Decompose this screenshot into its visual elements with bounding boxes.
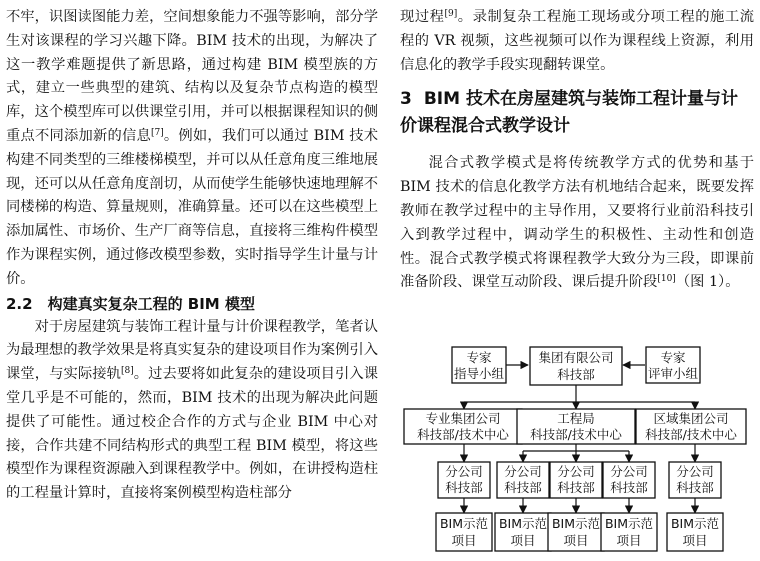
svg-text:科技部: 科技部 [504,480,542,495]
citation-8: [8] [120,366,134,377]
branch-box-4 [603,462,655,498]
branch-box-5 [669,462,721,498]
section-2-2-title: 2.2 构建真实复杂工程的 BIM 模型 [6,294,255,313]
svg-text:项目: 项目 [563,533,589,548]
demo-project-box-1 [436,513,492,551]
citation-10: [10] [657,274,676,285]
engineering-bureau-box [517,409,635,444]
svg-text:BIM示范: BIM示范 [498,516,548,531]
professional-group-box [404,409,522,444]
left-column [6,6,378,506]
right-paragraph-2: 混合式教学模式是将传统教学方式的优势和基于 BIM 技术的信息化教学方法有机地结合起来，既要发挥教师在教学过程中的主导作用，又要将行业前沿科技引入到教学过程中，调动学生的积极性、主动性和创造性。混合式教学模式将课程教学大致分为三段，即课前准备阶段、课堂互动阶段、课后提升阶段[10]（图 1）。 [400,155,754,291]
demo-project-box-5 [667,513,723,551]
org-diagram [400,345,750,557]
svg-text:科技部: 科技部 [676,480,714,495]
svg-text:科技部: 科技部 [557,480,595,495]
svg-text:分公司: 分公司 [445,464,483,479]
branch-box-3 [550,462,602,498]
svg-text:项目: 项目 [682,533,708,548]
section-3-title: 3 BIM 技术在房屋建筑与装饰工程计量与计价课程混合式教学设计 [400,89,738,137]
regional-group-box [636,409,746,444]
svg-text:科技部: 科技部 [445,480,483,495]
svg-text:分公司: 分公司 [504,464,542,479]
demo-project-box-3 [548,513,604,551]
left-paragraph-2: 对于房屋建筑与装饰工程计量与计价课程教学，笔者认为最理想的教学效果是将真实复杂的建设项目作为案例引入课堂，与实际接轨[8]。过去要将如此复杂的建设项目引入课堂几乎是不可能的，然而，BIM 技术的出现为解决此问题提供了可能性。通过校企合作的方式与企业 BIM 中心对接，合作共建不同结构形式的典型工程 BIM 模型，将这些模型作为课程资源融入到课程教学中。例如，在讲授构造柱的工程量计算时，直接将案例模型构造柱部分 [6,318,379,502]
expert-guide-box [452,347,506,383]
svg-text:BIM示范: BIM示范 [551,516,601,531]
branch-box-1 [438,462,490,498]
svg-text:分公司: 分公司 [557,464,595,479]
svg-text:科技部: 科技部 [610,480,648,495]
svg-text:科技部: 科技部 [557,367,595,382]
demo-project-box-4 [601,513,657,551]
demo-project-box-2 [495,513,551,551]
svg-text:科技部/技术中心: 科技部/技术中心 [645,427,737,442]
svg-text:项目: 项目 [451,533,477,548]
left-paragraph-1: 不牢，识图读图能力差，空间想象能力不强等影响，部分学生对该课程的学习兴趣下降。BIM 技术的出现，为解决了这一教学难题提供了新思路，通过构建 BIM 模型族的方式，建立一些典型的建筑、结构以及复杂节点构造的模型库，这个模型库可以供课堂引用，并可以根据课程知识的侧重点不同添加新的信息[7]。例如，我们可以通过 BIM 技术构建不同类型的三维楼梯模型，并可以从任意角度三维地展现，还可以从任意角度剖切，从而使学生能够快速地理解不同楼梯的构造、算量规则，准确算量。还可以在这些模型上添加属性、市场价、生产厂商等信息，直接将三维构件模型作为课程实例，通过修改模型参数，实时指导学生计量与计价。 [6,9,378,287]
svg-text:BIM示范: BIM示范 [604,516,654,531]
svg-text:BIM示范: BIM示范 [670,516,720,531]
svg-text:科技部/技术中心: 科技部/技术中心 [530,427,622,442]
svg-text:专家: 专家 [466,350,492,365]
group-co-box [530,347,622,385]
svg-text:项目: 项目 [616,533,642,548]
svg-text:BIM示范: BIM示范 [439,516,489,531]
svg-text:科技部/技术中心: 科技部/技术中心 [417,427,509,442]
svg-text:区域集团公司: 区域集团公司 [653,411,729,426]
svg-text:项目: 项目 [510,533,536,548]
citation-7: [7] [150,127,164,138]
svg-text:工程局: 工程局 [557,411,595,426]
svg-text:分公司: 分公司 [676,464,714,479]
citation-9: [9] [444,9,458,19]
svg-text:评审小组: 评审小组 [647,366,699,381]
svg-text:指导小组: 指导小组 [453,366,505,381]
svg-text:专业集团公司: 专业集团公司 [425,411,501,426]
right-paragraph-1: 现过程[9]。录制复杂工程施工现场或分项工程的施工流程的 VR 视频，这些视频可以作为课程线上资源，利用信息化的教学手段实现翻转课堂。 [400,9,755,73]
expert-review-box [646,347,700,383]
branch-box-2 [497,462,549,498]
svg-text:专家: 专家 [660,350,686,365]
svg-text:分公司: 分公司 [610,464,648,479]
right-column [400,6,754,295]
svg-text:集团有限公司: 集团有限公司 [538,350,614,365]
